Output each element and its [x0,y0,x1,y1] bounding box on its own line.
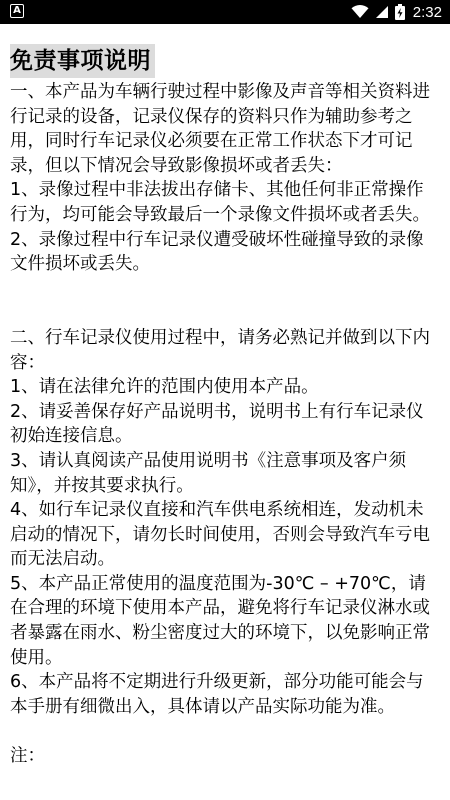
notification-app-icon [10,4,24,18]
paragraph-spacer [10,301,440,326]
notification-app-badge: A [13,5,21,16]
paragraph-spacer [10,719,440,744]
section-1-item-2: 2、录像过程中行车记录仪遭受破坏性碰撞导致的录像文件损坏或丢失。 [10,229,424,275]
paragraph-spacer [10,277,440,302]
wifi-icon [351,5,369,19]
section-2-item-3: 3、请认真阅读产品使用说明书《注意事项及客户须知》，并按其要求执行。 [10,450,407,496]
status-icons [351,0,442,24]
section-1-item-1: 1、录像过程中非法拔出存储卡、其他任何非正常操作行为，均可能会导致最后一个录像文件损坏或者丢失。 [10,180,430,225]
section-2-item-4: 4、如行车记录仪直接和汽车供电系统相连，发动机未启动的情况下，请勿长时间使用，否则会导致汽车亏电而无法启动。 [10,500,430,570]
section-2-item-5: 5、本产品正常使用的温度范围为-30℃ – +70℃，请在合理的环境下使用本产品，避免将行车记录仪淋水或者暴露在雨水、粉尘密度过大的环境下，以免影响正常使用。 [10,573,430,668]
cell-signal-icon [375,5,389,19]
section-2-item-6: 6、本产品将不定期进行升级更新，部分功能可能会与本手册有细微出入，具体请以产品实际功能为准。 [10,672,424,717]
status-time: 2:32 [412,3,442,21]
section-1-intro: 一、本产品为车辆行驶过程中影像及声音等相关资料进行记录的设备，记录仪保存的资料只作为辅助参考之用，同时行车记录仪必须要在正常工作状态下才可记录，但以下情况会导致影像损坏或者丢失： [10,82,430,176]
section-2-item-1: 1、请在法律允许的范围内使用本产品。 [10,377,319,398]
section-2-item-2: 2、请妥善保存好产品说明书，说明书上有行车记录仪初始连接信息。 [10,401,424,447]
page-title: 免责事项说明 [10,44,155,78]
battery-icon [395,4,405,20]
status-bar [0,0,450,24]
disclaimer-content [0,24,450,800]
section-2-intro: 二、行车记录仪使用过程中，请务必熟记并做到以下内容： [10,327,430,373]
note-label: 注： [10,746,45,767]
